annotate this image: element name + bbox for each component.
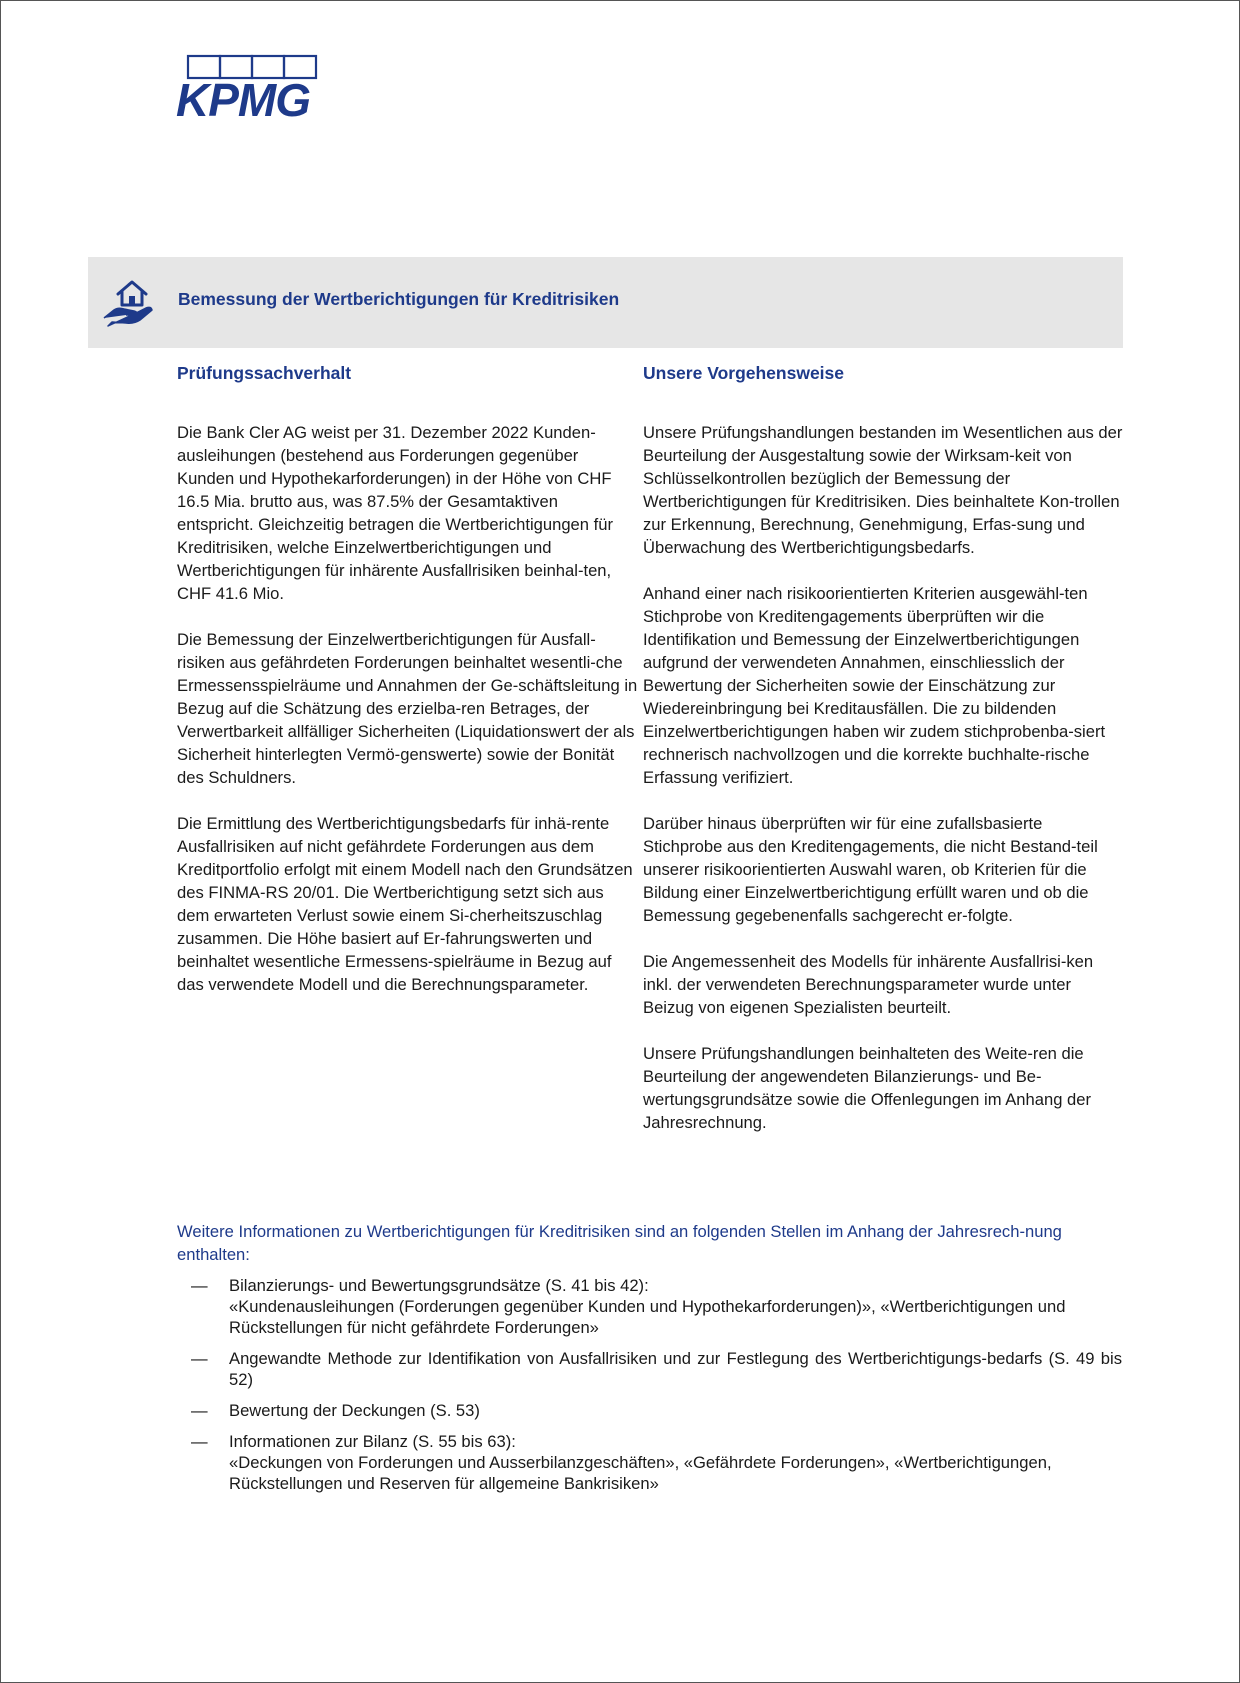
list-item-title: Bilanzierungs- und Bewertungsgrundsätze (S. 41 bis 42): — [229, 1276, 649, 1295]
section-banner — [88, 257, 1123, 348]
dash-bullet: — — [191, 1349, 208, 1368]
list-item-detail: «Deckungen von Forderungen und Ausserbilanzgeschäften», «Gefährdete Forderungen», «Wertberichtigungen, Rückstellungen und Reserven für allgemeine Bankrisiken» — [229, 1453, 1052, 1493]
dash-bullet: — — [191, 1432, 208, 1451]
list-item-title: Informationen zur Bilanz (S. 55 bis 63): — [229, 1432, 516, 1451]
kpmg-logo — [176, 54, 326, 120]
reference-list — [177, 1275, 1122, 1504]
banner-title: Bemessung der Wertberichtigungen für Kreditrisiken — [178, 289, 620, 309]
right-paragraph: Die Angemessenheit des Modells für inhärente Ausfallrisi-ken inkl. der verwendeten Berechnungsparameter wurde unter Beizug von eigenen Spezialisten beurteilt. — [643, 952, 1094, 1017]
left-column-heading: Prüfungssachverhalt — [177, 363, 352, 383]
right-column-heading: Unsere Vorgehensweise — [643, 363, 845, 383]
house-in-hand-icon — [100, 274, 156, 330]
list-item-detail: «Kundenausleihungen (Forderungen gegenüber Kunden und Hypothekarforderungen)», «Wertberichtigungen und Rückstellungen für nicht gefährdete Forderungen» — [229, 1297, 1066, 1337]
right-column — [643, 361, 1123, 1157]
right-paragraph: Anhand einer nach risikoorientierten Kriterien ausgewähl-ten Stichprobe von Kreditengagements überprüften wir die Identifikation und Bemessung der Einzelwertberichtigungen aufgrund der verwendeten Annahmen, einschliesslich der Bewertung der Sicherheiten sowie der Einschätzung zur Wiedereinbringung bei Kreditausfällen. Die zu bildenden Einzelwertberichtigungen haben wir zudem stichprobenba-siert rechnerisch nachvollzogen und die korrekte buchhalte-rische Erfassung verifiziert. — [643, 584, 1106, 787]
right-paragraph: Darüber hinaus überprüften wir für eine zufallsbasierte Stichprobe aus den Kreditengagements, die nicht Bestand-teil unserer risikoorientierten Auswahl waren, ob Kriterien für die Bildung einer Einzelwertberichtigung erfüllt waren und ob die Bemessung gegebenenfalls sachgerecht er-folgte. — [643, 814, 1098, 925]
left-paragraph: Die Bank Cler AG weist per 31. Dezember 2022 Kunden-ausleihungen (bestehend aus Forderungen gegenüber Kunden und Hypothekarforderungen) in der Höhe von CHF 16.5 Mia. brutto aus, was 87.5% der Gesamtaktiven entspricht. Gleichzeitig betragen die Wertberichtigungen für Kreditrisiken, welche Einzelwertberichtigungen und Wertberichtigungen für inhärente Ausfallrisiken beinhal-ten, CHF 41.6 Mio. — [177, 423, 613, 603]
right-paragraph: Unsere Prüfungshandlungen bestanden im Wesentlichen aus der Beurteilung der Ausgestaltung sowie der Wirksam-keit von Schlüsselkontrollen bezüglich der Bemessung der Wertberichtigungen für Kreditrisiken. Dies beinhaltete Kon-trollen zur Erkennung, Berechnung, Genehmigung, Erfas-sung und Überwachung des Wertberichtigungsbedarfs. — [643, 423, 1123, 557]
more-info-intro: Weitere Informationen zu Wertberichtigungen für Kreditrisiken sind an folgenden Stellen im Anhang der Jahresrech-nung enthalten: — [177, 1222, 1062, 1264]
right-paragraph: Unsere Prüfungshandlungen beinhalteten des Weite-ren die Beurteilung der angewendeten Bilanzierungs- und Be-wertungsgrundsätze sowie die Offenlegungen im Anhang der Jahresrechnung. — [643, 1044, 1092, 1132]
dash-bullet: — — [191, 1276, 208, 1295]
kpmg-logo-graphic — [176, 54, 326, 120]
list-item — [177, 1348, 1122, 1390]
list-item — [177, 1400, 1122, 1421]
list-item-title: Bewertung der Deckungen (S. 53) — [229, 1401, 480, 1420]
list-item-title: Angewandte Methode zur Identifikation von Ausfallrisiken und zur Festlegung des Wertberichtigungs-bedarfs (S. 49 bis 52) — [229, 1349, 1122, 1389]
left-column — [177, 361, 639, 1019]
left-paragraph: Die Bemessung der Einzelwertberichtigungen für Ausfall-risiken aus gefährdeten Forderungen beinhaltet wesentli-che Ermessensspielräume und Annahmen der Ge-schäftsleitung in Bezug auf die Schätzung des erzielba-ren Betrages, der Verwertbarkeit allfälliger Sicherheiten (Liquidationswert der als Sicherheit hinterlegten Vermö-genswerte) sowie der Bonität des Schuldners. — [177, 630, 638, 787]
left-paragraph: Die Ermittlung des Wertberichtigungsbedarfs für inhä-rente Ausfallrisiken auf nicht gefährdete Forderungen aus dem Kreditportfolio erfolgt mit einem Modell nach den Grundsätzen des FINMA-RS 20/01. Die Wertberichtigung setzt sich aus dem erwarteten Verlust sowie einem Si-cherheitszuschlag zusammen. Die Höhe basiert auf Er-fahrungswerten und beinhaltet wesentliche Ermessens-spielräume in Bezug auf das verwendete Modell und die Berechnungsparameter. — [177, 814, 633, 994]
list-item — [177, 1431, 1122, 1494]
dash-bullet: — — [191, 1401, 208, 1420]
svg-text:KPMG: KPMG — [176, 74, 310, 120]
list-item — [177, 1275, 1122, 1338]
